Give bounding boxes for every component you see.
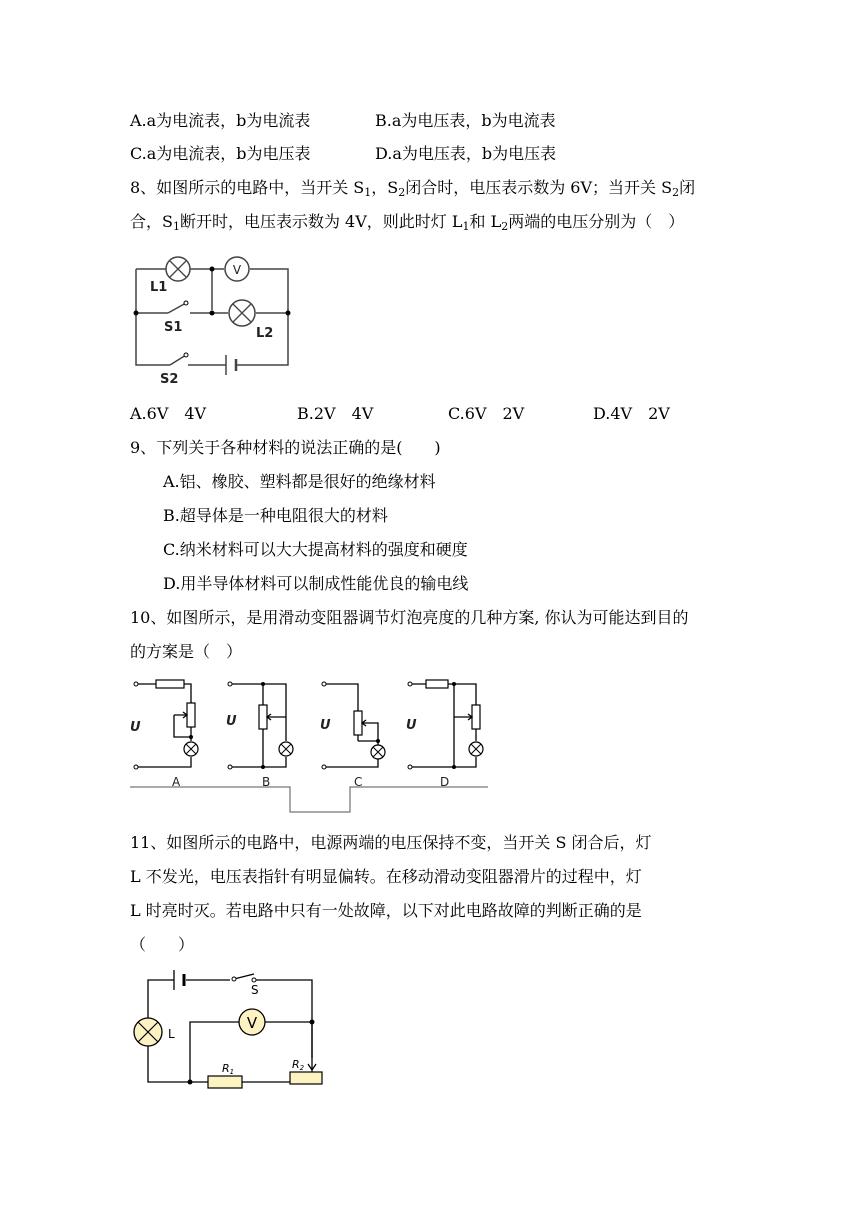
voltmeter-icon: [239, 1009, 265, 1035]
stem-text: 闭合时，电压表示数为 6V；当开关 S: [405, 178, 673, 197]
stem-text: 合，S: [130, 212, 173, 231]
q7-option-d: [375, 143, 556, 165]
q7-option-a: [130, 110, 310, 132]
option-text: 6V 2V: [464, 404, 525, 423]
stem-text: 的方案是（ ）: [130, 642, 243, 661]
q8-option-a: [130, 403, 206, 425]
q7-option-b: [375, 110, 556, 132]
option-text: 4V 2V: [610, 404, 670, 423]
q10-circuit-diagrams: [128, 675, 490, 820]
option-letter: C.: [130, 144, 147, 163]
q9-option-d: [163, 573, 468, 595]
stem-text: 和 L: [469, 212, 502, 231]
option-text: 6V 4V: [146, 404, 207, 423]
option-letter: C.: [163, 540, 180, 559]
lamp-l1-label: L1: [150, 280, 168, 295]
stem-text: 如图所示的电路中，当开关 S: [156, 178, 365, 197]
stem-text: ，S: [371, 178, 399, 197]
stem-text: 闭: [679, 178, 696, 197]
option-text: 纳米材料可以大大提高材料的强度和硬度: [179, 540, 468, 559]
lamp-l2-label: L2: [256, 326, 274, 341]
question-number: 11、: [130, 833, 167, 852]
q8-stem-line-1: [130, 177, 695, 199]
option-letter: A.: [130, 404, 147, 423]
q11-stem-line-3: [130, 900, 642, 922]
meter-label: V: [246, 1014, 258, 1032]
circuit-d: [406, 680, 483, 789]
option-letter: A.: [130, 111, 147, 130]
q11-stem-line-2: [130, 866, 642, 888]
option-letter: B.: [297, 404, 314, 423]
stem-text: L 不发光，电压表指针有明显偏转。在移动滑动变阻器滑片的过程中，灯: [130, 867, 642, 886]
option-letter: B.: [163, 506, 180, 525]
option-text: a为电压表，b为电流表: [391, 111, 556, 130]
q9-stem: [130, 437, 441, 459]
stem-text: 下列关于各种材料的说法正确的是( ): [156, 438, 441, 457]
option-letter: B.: [375, 111, 392, 130]
lamp-l1-icon: [166, 257, 190, 281]
option-text: 超导体是一种电阻很大的材料: [179, 506, 388, 525]
q11-circuit-diagram: [130, 962, 330, 1092]
meter-label: V: [232, 263, 242, 277]
voltmeter-icon: [225, 257, 249, 281]
stem-text: 断开时，电压表示数为 4V，则此时灯 L: [179, 212, 463, 231]
q8-circuit-diagram: [128, 255, 298, 385]
subscript: 1: [172, 220, 180, 233]
option-letter: A.: [163, 472, 180, 491]
q9-option-b: [163, 505, 388, 527]
voltage-label: U: [320, 718, 331, 733]
circuit-b: [226, 682, 293, 789]
circuit-label: A: [172, 775, 181, 789]
lamp-l2-icon: [229, 300, 255, 326]
q10-stem-line-1: [130, 607, 689, 629]
q8-stem-line-2: [130, 211, 684, 233]
question-number: 10、: [130, 608, 167, 627]
q10-stem-line-2: [130, 641, 242, 663]
switch-label: S: [251, 983, 259, 997]
stem-text: L 时亮时灭。若电路中只有一处故障，以下对此电路故障的判断正确的是: [130, 901, 642, 920]
option-letter: D.: [163, 574, 181, 593]
lamp-label: L: [168, 1027, 175, 1041]
subscript: 2: [672, 186, 680, 199]
option-letter: C.: [448, 404, 465, 423]
stem-text: 如图所示，是用滑动变阻器调节灯泡亮度的几种方案, 你认为可能达到目的: [166, 608, 689, 627]
option-text: 铝、橡胶、塑料都是很好的绝缘材料: [179, 472, 436, 491]
r1-label: R1: [222, 1062, 235, 1076]
subscript: 2: [501, 220, 509, 233]
q8-option-d: [593, 403, 670, 425]
switch-s1-label: S1: [164, 320, 183, 335]
circuit-label: B: [262, 775, 271, 789]
q9-option-a: [163, 471, 436, 493]
q8-option-c: [448, 403, 524, 425]
stem-text: 两端的电压分别为（ ）: [508, 212, 685, 231]
stem-text: 如图所示的电路中，电源两端的电压保持不变，当开关 S 闭合后，灯: [166, 833, 652, 852]
q11-stem-line-1: [130, 832, 652, 854]
voltage-label: U: [406, 718, 417, 733]
option-text: a为电流表，b为电压表: [146, 144, 311, 163]
q8-option-b: [297, 403, 373, 425]
option-letter: D.: [375, 144, 393, 163]
subscript: 1: [364, 186, 372, 199]
q9-option-c: [163, 539, 468, 561]
switch-s2-label: S2: [160, 372, 179, 387]
subscript: 1: [462, 220, 470, 233]
circuit-label: D: [440, 775, 450, 789]
question-number: 9、: [130, 438, 157, 457]
lamp-icon: [134, 1018, 162, 1046]
option-text: 2V 4V: [313, 404, 374, 423]
circuit-a: [130, 680, 198, 789]
option-letter: D.: [593, 404, 611, 423]
voltage-label: U: [130, 720, 141, 735]
voltage-label: U: [226, 714, 237, 729]
circuit-c: [320, 682, 385, 789]
q11-stem-line-4: [130, 934, 194, 956]
option-text: a为电压表，b为电压表: [392, 144, 557, 163]
stem-text: （ ）: [130, 935, 195, 954]
option-text: 用半导体材料可以制成性能优良的输电线: [180, 574, 469, 593]
question-number: 8、: [130, 178, 157, 197]
circuit-label: C: [354, 775, 363, 789]
subscript: 2: [398, 186, 406, 199]
option-text: a为电流表，b为电流表: [146, 111, 311, 130]
r2-label: R2: [292, 1058, 305, 1072]
q7-option-c: [130, 143, 311, 165]
